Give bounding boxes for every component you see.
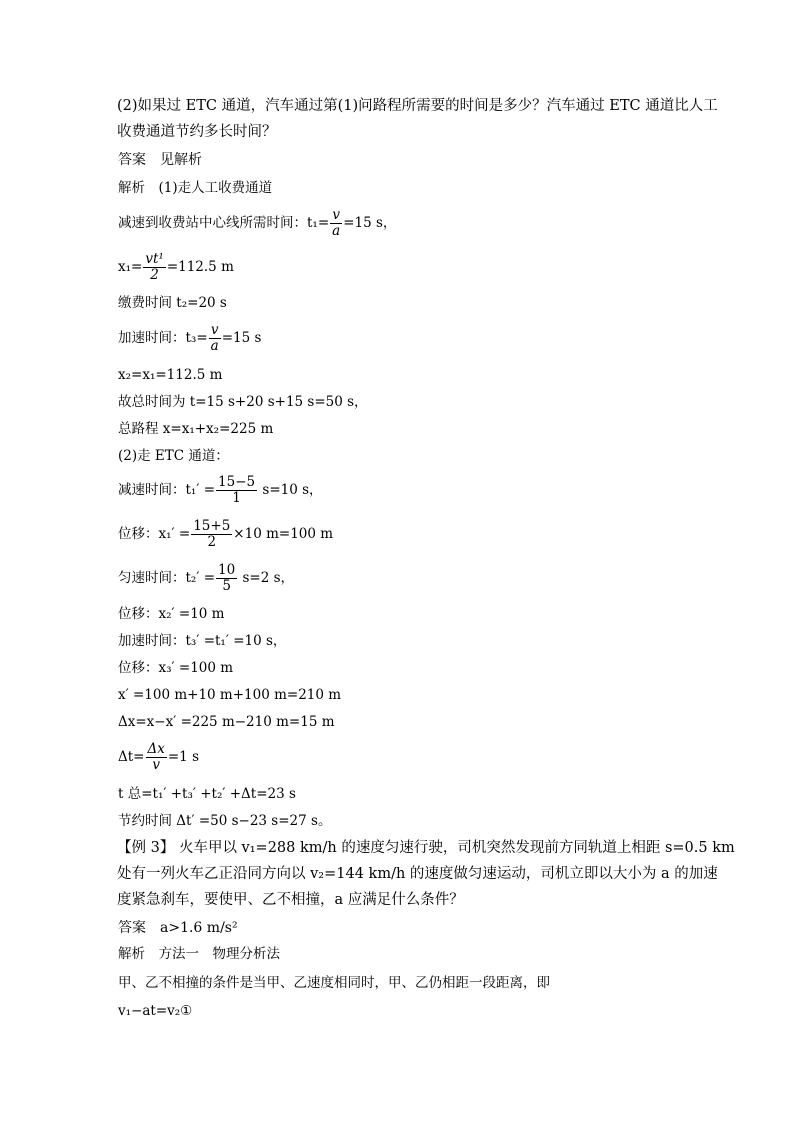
answer-label: 答案 [118, 920, 146, 936]
fraction-numerator: Δx [147, 741, 165, 757]
example-3-line-3: 度紧急刹车，要使甲、乙不相撞，a 应满足什么条件？ [117, 892, 464, 908]
fraction [330, 208, 342, 239]
formula-suffix: =15 s， [343, 215, 397, 231]
analysis-line-6: 故总时间为 t=15 s+20 s+15 s=50 s， [118, 394, 368, 410]
answer-value: 见解析 [160, 152, 202, 168]
fraction-denominator: a [210, 338, 219, 354]
formula-suffix: ×10 m=100 m [233, 526, 334, 542]
answer-2 [118, 920, 238, 936]
analysis-line-7: 总路程 x=x₁+x₂=225 m [118, 421, 274, 437]
fraction-denominator: 2 [150, 267, 159, 283]
question-line-2: 收费通道节约多长时间？ [117, 124, 277, 140]
fraction-denominator: 1 [232, 490, 241, 506]
answer-1 [118, 152, 202, 168]
formula-suffix: =112.5 m [166, 259, 234, 275]
formula-prefix: 减速到收费站中心线所需时间：t₁= [118, 215, 330, 231]
analysis-line-2 [118, 252, 234, 283]
analysis-line-3: 缴费时间 t₂=20 s [118, 295, 227, 311]
formula-prefix: 减速时间：t₁′ = [118, 482, 216, 498]
analysis-line-12: 位移：x₂′ =10 m [118, 606, 225, 622]
formula-suffix: s=2 s， [238, 570, 295, 586]
analysis-2-line-1: 甲、乙不相撞的条件是当甲、乙速度相同时，甲、乙仍相距一段距离，即 [118, 975, 550, 991]
analysis-line-9 [118, 475, 323, 506]
example-3-line-2: 处有一列火车乙正沿同方向以 v₂=144 km/h 的速度做匀速运动，司机立即以大小为 a 的加速 [117, 866, 718, 882]
analysis-2-line-2: v₁−at=v₂① [118, 1003, 193, 1019]
analysis-line-1 [118, 208, 396, 239]
analysis-line-18: t 总=t₁′ +t₃′ +t₂′ +Δt=23 s [118, 786, 296, 802]
fraction-numerator: 10 [218, 562, 236, 578]
analysis-line-5: x₂=x₁=112.5 m [118, 367, 223, 383]
analysis-label: 解析 [118, 180, 145, 196]
formula-suffix: s=10 s， [258, 482, 323, 498]
analysis-line-11 [118, 563, 294, 594]
analysis-line-14: 位移：x₃′ =100 m [118, 660, 234, 676]
formula-prefix: Δt= [118, 749, 145, 765]
analysis-line-17 [118, 742, 199, 773]
analysis-line-4 [118, 323, 261, 354]
fraction [216, 475, 257, 506]
fraction-numerator: 15−5 [218, 474, 256, 490]
formula-suffix: =15 s [221, 330, 262, 346]
analysis-label: 解析 [118, 946, 145, 962]
fraction-numerator: v [330, 208, 342, 224]
fraction [146, 742, 167, 773]
analysis-line-8: (2)走 ETC 通道： [118, 448, 229, 464]
analysis-line-13: 加速时间：t₃′ =t₁′ =10 s， [118, 633, 287, 649]
analysis-head [118, 180, 272, 196]
example-3-line-1: 【例 3】 火车甲以 v₁=288 km/h 的速度匀速行驶，司机突然发现前方同轨道上相距 s=0.5 km [117, 840, 735, 856]
fraction-denominator: 2 [207, 534, 217, 550]
formula-prefix: 加速时间：t₃= [118, 330, 208, 346]
fraction-numerator: v [209, 323, 221, 339]
analysis-line-10 [118, 519, 333, 550]
question-line-1: (2)如果过 ETC 通道，汽车通过第(1)问路程所需要的时间是多少？汽车通过 ETC 通道比人工 [117, 98, 718, 114]
analysis-line-16: Δx=x−x′ =225 m−210 m=15 m [118, 714, 335, 730]
fraction-denominator: 5 [222, 578, 231, 594]
fraction [209, 323, 221, 354]
fraction-numerator: vt¹ [145, 251, 164, 267]
answer-value: a>1.6 m/s² [160, 920, 238, 936]
fraction-numerator: 15+5 [193, 518, 231, 534]
analysis-line-15: x′ =100 m+10 m+100 m=210 m [118, 687, 342, 703]
answer-label: 答案 [118, 152, 146, 168]
formula-prefix: 匀速时间：t₂′ = [118, 570, 216, 586]
fraction-denominator: v [152, 757, 160, 773]
fraction-denominator: a [332, 223, 341, 239]
analysis-head-text: (1)走人工收费通道 [158, 180, 273, 196]
fraction [143, 252, 165, 283]
analysis-head-text: 方法一 物理分析法 [158, 946, 280, 962]
analysis-2-head [118, 946, 280, 962]
fraction [191, 519, 232, 550]
analysis-line-19: 节约时间 Δt′ =50 s−23 s=27 s。 [118, 813, 332, 829]
formula-prefix: x₁= [118, 259, 143, 275]
formula-suffix: =1 s [167, 749, 199, 765]
formula-prefix: 位移：x₁′ = [118, 526, 191, 542]
fraction [216, 563, 237, 594]
